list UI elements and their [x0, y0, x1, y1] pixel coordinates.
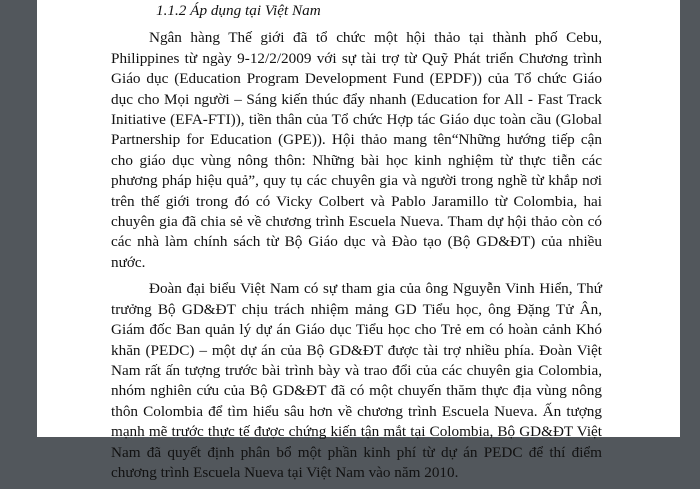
paragraph: Ngân hàng Thế giới đã tổ chức một hội thảo tại thành phố Cebu, Philippines từ ngày 9-12/2/2009 với sự tài trợ từ Quỹ Phát triển Chương trình Giáo dục (Education Program Development Fund (EPDF)) của Tổ chức Giáo dục cho Mọi người – Sáng kiến thúc đẩy nhanh (Education for All - Fast Track Initiative (EFA-FTI)), tiền thân của Tổ chức Hợp tác Giáo dục toàn cầu (Global Partnership for Education (GPE)). Hội thảo mang tên“Những hướng tiếp cận cho giáo dục vùng nông thôn: Những bài học kinh nghiệm từ thực tiễn các phương pháp hiệu quả”, quy tụ các chuyên gia và người trong nghề từ khắp nơi trên thế giới trong đó có Vicky Colbert và Pablo Jaramillo từ Colombia, hai chuyên gia đã chia sẻ về chương trình Escuela Nueva. Tham dự hội thảo còn có các nhà làm chính sách từ Bộ Giáo dục và Đào tạo (Bộ GD&ĐT) của nhiều nước. — [111, 29, 602, 271]
paragraph: Đoàn đại biểu Việt Nam có sự tham gia của ông Nguyễn Vinh Hiển, Thứ trưởng Bộ GD&ĐT chịu trách nhiệm mảng GD Tiểu học, ông Đặng Tử Ân, Giám đốc Ban quản lý dự án Giáo dục Tiểu học cho Trẻ em có hoàn cảnh Khó khăn (PEDC) – một dự án của Bộ GD&ĐT được tài trợ nhiều phía. Đoàn Việt Nam rất ấn tượng trước bài trình bày và trao đổi của các chuyên gia Colombia, nhóm nghiên cứu của Bộ GD&ĐT đã có một chuyến thăm thực địa vùng nông thôn Colombia để tìm hiểu sâu hơn về chương trình Escuela Nueva. Ấn tượng mạnh mẽ trước thực tế được chứng kiến tận mắt tại Colombia, Bộ GD&ĐT Việt Nam đã quyết định phân bổ một phần kinh phí từ dự án PEDC để thí điểm chương trình Escuela Nueva tại Việt Nam vào năm 2010. — [111, 280, 602, 481]
section-heading: 1.1.2 Áp dụng tại Việt Nam — [156, 2, 321, 19]
page-content — [111, 0, 602, 489]
document-page — [37, 0, 680, 481]
